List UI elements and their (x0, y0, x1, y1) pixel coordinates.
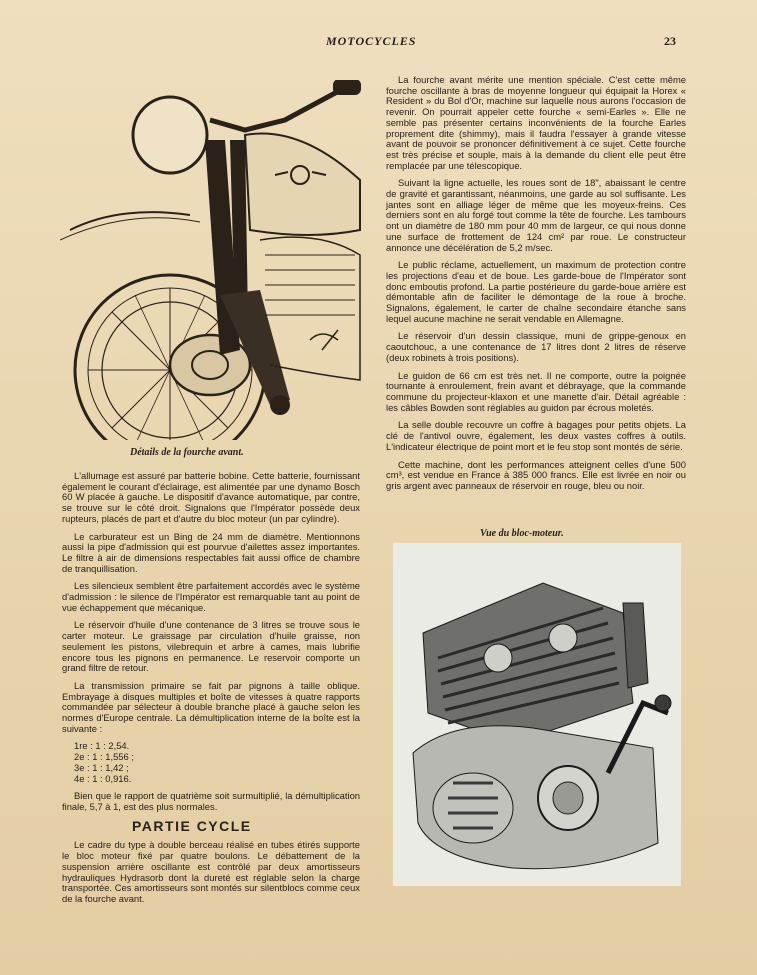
headlamp (133, 97, 207, 173)
gear-ratio-list (74, 741, 360, 784)
paragraph: Suivant la ligne actuelle, les roues sont de 18", abaissant le centre de gravité et garantissant, néanmoins, une garde au sol suffisante. Les jantes sont en alliage léger de même que les moyeux-freins. Ces derniers sont en alu forgé tout comme la tête de fourche. Les tambours ont un diamètre de 180 mm pour 40 mm de largeur, ce qui nous donne une surface de frottement de 124 cm² par roue. Le constructeur annonce une décélération de 5,2 m/sec. (386, 177, 686, 253)
gear-ratio: 3e : 1 : 1,42 ; (74, 761, 129, 773)
paragraph: Les silencieux semblent être parfaitement accordés avec le système d'admission : le silence de l'Impérator est remarquable tant au point de vue échappement que mécanique. (62, 580, 360, 613)
front-fork-illustration (60, 80, 370, 440)
paragraph: Bien que le rapport de quatrième soit surmultiplié, la démultiplication finale, 5,7 à 1, est des plus normales. (62, 790, 360, 812)
gear-ratio: 4e : 1 : 0,916. (74, 772, 132, 784)
engine-photo (393, 543, 681, 886)
paragraph: Le réservoir d'huile d'une contenance de 3 litres se trouve sous le carter moteur. Le graissage par circulation d'huile graisse, non seulement les pistons, vilebrequin et arbre à cames, mais lubrifie encore tous les pignons en permanence. Le reservoir comporte un grand filtre de retour. (62, 619, 360, 674)
paragraph: La transmission primaire se fait par pignons à taille oblique. Embrayage à disques multiples et boîte de vitesses à quatre rapports commandée par sélecteur à double branche placé à gauche selon les normes d'Europe centrale. La démultiplication interne de la boîte est la suivante : (62, 679, 360, 734)
section-heading: PARTIE CYCLE (132, 817, 252, 834)
paragraph: Cette machine, dont les performances atteignent celles d'une 500 cm³, est vendue en France à 385 000 francs. Elle est livrée en noir ou gris argent avec panneaux de réservoir en rouge, bleu ou noir. (386, 458, 686, 491)
paragraph: La fourche avant mérite une mention spéciale. C'est cette même fourche oscillante à bras de moyenne longueur qui équipait la Horex « Resident » du Bol d'Or, machine sur laquelle nous aurons l'occasion de revenir. On pourrait appeler cette fourche « semi-Earles ». Elle ne semble pas présenter certains inconvénients de la fourche Earles proprement dite (shimmy), mais il faudra l'essayer à grande vitesse avant de pouvoir se prononcer définitivement à ce sujet. Cette fourche est très précise et souple, mais à la demande du client elle peut être remplacée par une télescopique. (386, 74, 686, 171)
fork-caption: Détails de la fourche avant. (130, 447, 244, 458)
gear-ratio: 1re : 1 : 2,54. (74, 740, 130, 752)
page-number: 23 (664, 34, 676, 48)
engine-block-drawing (393, 543, 681, 886)
paragraph: Le cadre du type à double berceau réalisé en tubes étirés supporte le bloc moteur fixé par quatre boulons. Le débattement de la suspension arrière oscillante est contrôlé par deux amortisseurs hydrauliques Hydrasorb dont la dureté est réglable selon la charge transportée. Ces amortisseurs sont montés sur silentblocs comme ceux de la fourche avant. (62, 839, 360, 904)
artist-signature (310, 330, 338, 350)
paragraph: Le public réclame, actuellement, un maximum de protection contre les projections d'eau et de boue. Les garde-boue de l'Impérator sont donc emboutis profond. La partie postérieure du garde-boue arrière est démontable afin de faciliter le démontage de la roue à broche. Signalons, également, le carter de chaîne secondaire étanche sans lequel aucune machine ne serait vendable en Allemagne. (386, 259, 686, 324)
left-column (62, 471, 360, 912)
paragraph: La selle double recouvre un coffre à bagages pour petits objets. La clé de l'antivol ouvre, également, les deux vastes coffres à outils. L'indicateur électrique de point mort et le feu stop sont montés de série. (386, 419, 686, 452)
paragraph: Le carburateur est un Bing de 24 mm de diamètre. Mentionnons aussi la pipe d'admission qui est pourvue d'ailettes assez importantes. Le filtre à air de dimensions respectables fait aussi office de chambre de tranquillisation. (62, 530, 360, 574)
paragraph: L'allumage est assuré par batterie bobine. Cette batterie, fournissant également le courant d'éclairage, est alimentée par une dynamo Bosch 60 W placée à gauche. Le dispositif d'avance automatique, par contre, se trouve sur le côté droit. Signalons que l'Impérator possède deux rupteurs, placés de part et d'autre du bloc moteur (un par cylindre). (62, 470, 360, 524)
gear-ratio: 2e : 1 : 1,556 ; (74, 751, 134, 763)
page-header (0, 34, 757, 54)
carburetor (623, 603, 648, 688)
mudguard-line (70, 212, 190, 230)
right-column (386, 75, 686, 499)
handlebar-grip (334, 80, 360, 94)
paragraph: Le guidon de 66 cm est très net. Il ne comporte, outre la poignée tournante à enroulement, frein avant et débrayage, que la commande commune du projecteur-klaxon et une manette d'air. Détail agréable : les câbles Bowden sont réglables au guidon par écrous moletés. (386, 369, 686, 413)
handlebar (210, 85, 350, 130)
engine-caption: Vue du bloc-moteur. (480, 528, 564, 539)
paragraph: Le réservoir d'un dessin classique, muni de grippe-genoux en caoutchouc, a une contenance de 17 litres dont 2 litres de réserve (deux robinets à trois positions). (386, 330, 686, 363)
running-title: MOTOCYCLES (326, 34, 417, 48)
